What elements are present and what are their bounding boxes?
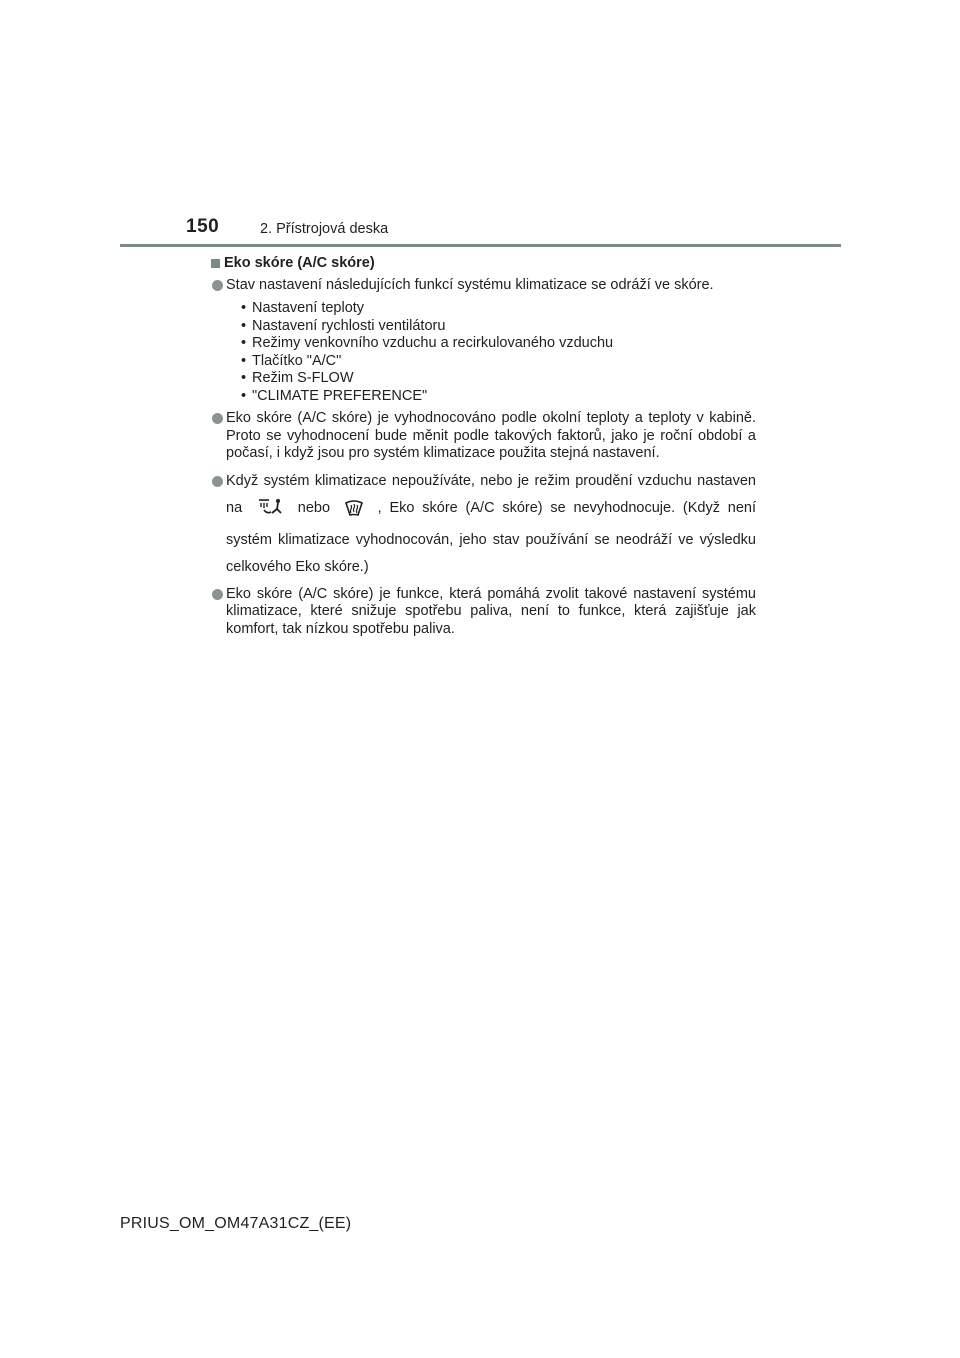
paragraph-settings	[211, 277, 756, 406]
paragraph-evaluation	[211, 410, 756, 463]
paragraph-not-evaluated	[211, 468, 756, 581]
paragraph-text: Když systém klimatizace nepoužíváte, nebo je režim proudění vzduchu nastaven na	[226, 472, 756, 516]
main-content	[211, 255, 756, 643]
circle-bullet-icon	[212, 280, 223, 291]
paragraph-text: nebo	[297, 499, 331, 516]
document-code: PRIUS_OM_OM47A31CZ_(EE)	[120, 1215, 352, 1232]
paragraph-text: Eko skóre (A/C skóre) je funkce, která pomáhá zvolit takové nastavení systému klimatizace, které snižuje spotřebu paliva, není to funkce, která zajišťuje jak komfort, tak nízkou spotřebu paliva.	[226, 585, 756, 637]
paragraph-text: , Eko skóre (A/C skóre) se nevyhodnocuje. (Když není systém klimatizace vyhodnocován, jeho stav používání se neodráží ve výsledku celkového Eko skóre.)	[226, 499, 757, 575]
header-divider	[120, 244, 841, 247]
section-heading-text: Eko skóre (A/C skóre)	[224, 255, 375, 271]
list-item: • "CLIMATE PREFERENCE"	[241, 388, 756, 406]
list-item: • Nastavení rychlosti ventilátoru	[241, 318, 756, 336]
settings-list	[226, 300, 756, 405]
airflow-windshield-feet-icon	[256, 497, 284, 527]
paragraph-function	[211, 586, 756, 639]
page-number: 150	[186, 216, 220, 237]
list-item: • Režim S-FLOW	[241, 370, 756, 388]
circle-bullet-icon	[212, 589, 223, 600]
windshield-defrost-icon	[344, 499, 364, 527]
chapter-title: 2. Přístrojová deska	[260, 221, 389, 237]
section-heading	[211, 255, 756, 273]
list-item: • Tlačítko "A/C"	[241, 353, 756, 371]
paragraph-text: Eko skóre (A/C skóre) je vyhodnocováno podle okolní teploty a teploty v kabině. Proto se vyhodnocení bude měnit podle takových faktorů, jako je roční období a počasí, i když jsou pro systém klimatizace použita stejná nastavení.	[226, 410, 756, 461]
list-item: • Nastavení teploty	[241, 300, 756, 318]
paragraph-text: Stav nastavení následujících funkcí systému klimatizace se odráží ve skóre.	[226, 276, 714, 293]
circle-bullet-icon	[212, 413, 223, 424]
circle-bullet-icon	[212, 476, 223, 487]
list-item: • Režimy venkovního vzduchu a recirkulovaného vzduchu	[241, 335, 756, 353]
square-bullet-icon	[211, 259, 220, 268]
